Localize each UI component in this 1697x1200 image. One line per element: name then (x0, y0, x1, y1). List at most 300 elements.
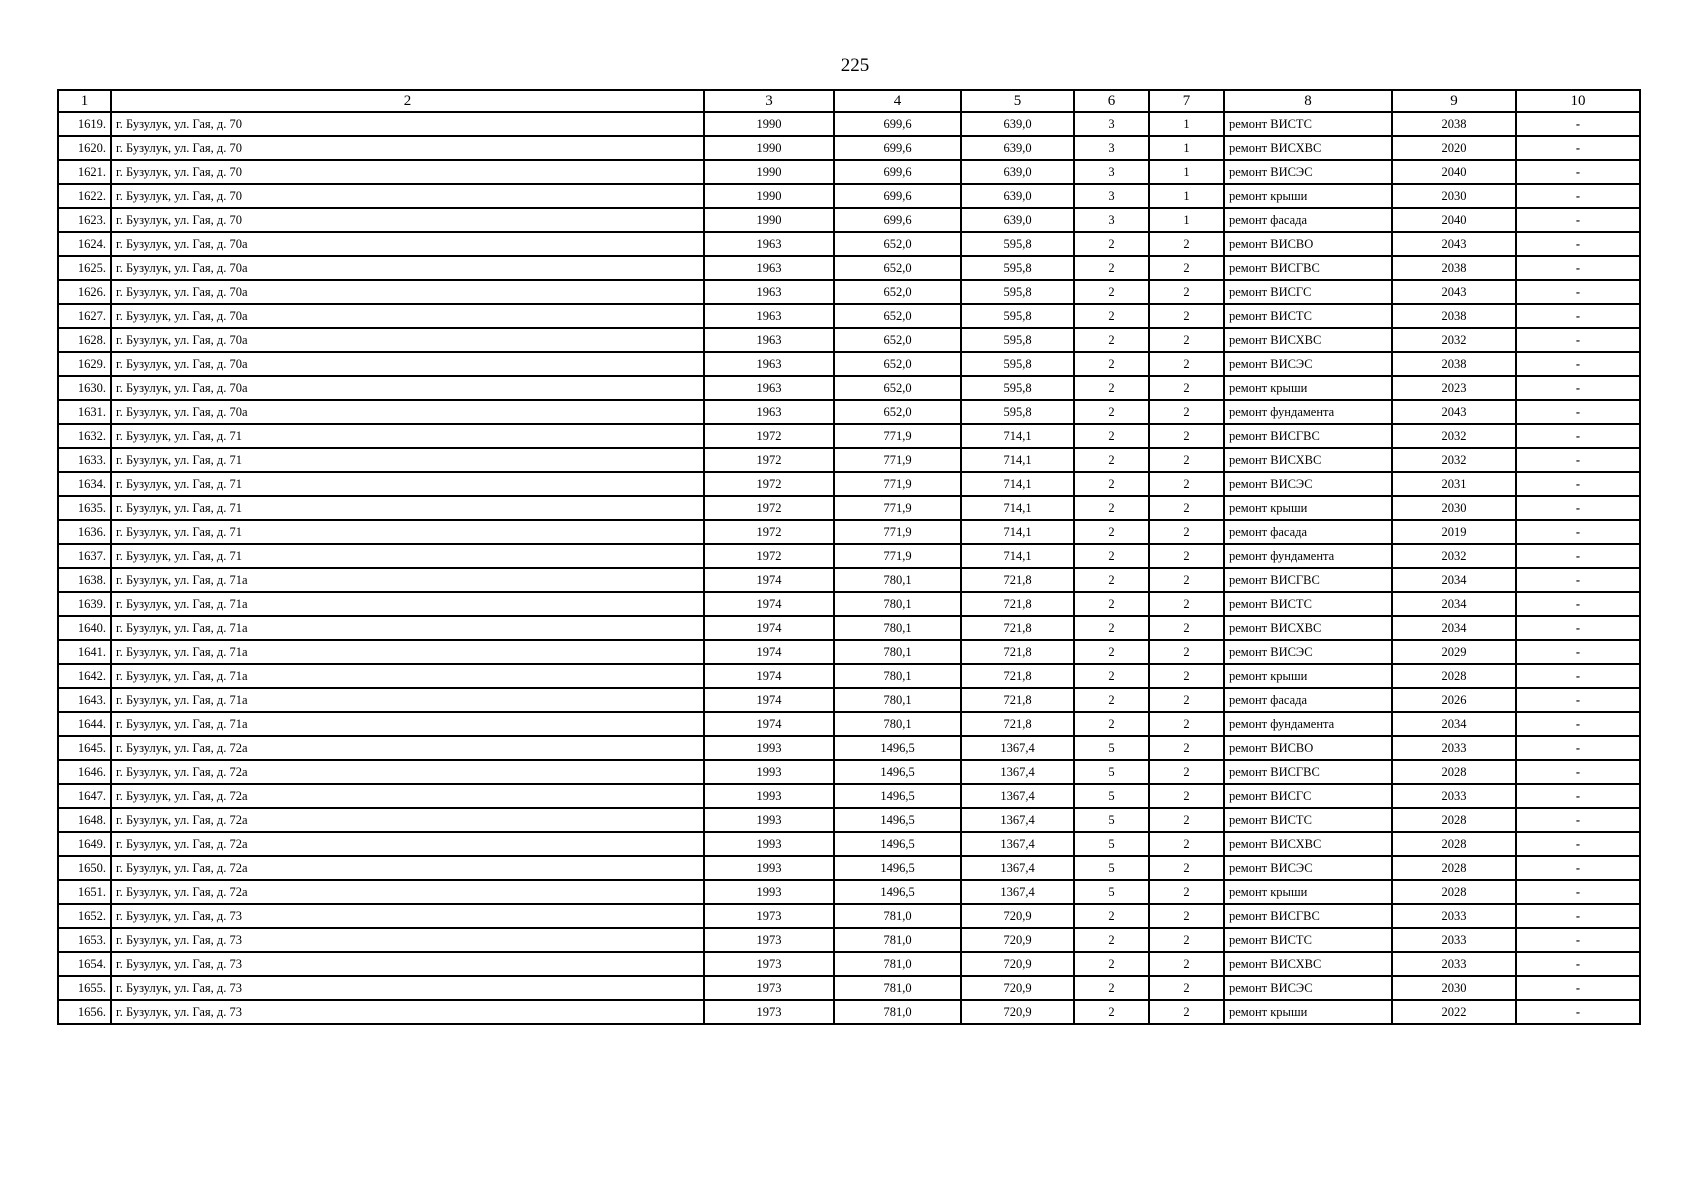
note-cell: - (1516, 712, 1640, 736)
row-number: 1631. (58, 400, 111, 424)
table-row (58, 160, 1640, 184)
address-cell: г. Бузулук, ул. Гая, д. 71а (111, 568, 704, 592)
living-area-cell: 1367,4 (961, 784, 1074, 808)
year-cell: 1973 (704, 928, 834, 952)
year-cell: 1974 (704, 664, 834, 688)
row-number: 1651. (58, 880, 111, 904)
row-number: 1623. (58, 208, 111, 232)
table-row (58, 976, 1640, 1000)
table-row (58, 208, 1640, 232)
note-cell: - (1516, 952, 1640, 976)
entrances-cell: 2 (1149, 400, 1224, 424)
floors-cell: 2 (1074, 712, 1149, 736)
table-row (58, 520, 1640, 544)
floors-cell: 2 (1074, 448, 1149, 472)
row-number: 1622. (58, 184, 111, 208)
note-cell: - (1516, 304, 1640, 328)
floors-cell: 2 (1074, 256, 1149, 280)
floors-cell: 3 (1074, 112, 1149, 136)
row-number: 1646. (58, 760, 111, 784)
floors-cell: 2 (1074, 472, 1149, 496)
note-cell: - (1516, 400, 1640, 424)
planned-year-cell: 2020 (1392, 136, 1516, 160)
row-number: 1653. (58, 928, 111, 952)
row-number: 1628. (58, 328, 111, 352)
work-type-cell: ремонт фасада (1224, 208, 1392, 232)
year-cell: 1990 (704, 160, 834, 184)
row-number: 1630. (58, 376, 111, 400)
row-number: 1624. (58, 232, 111, 256)
table-row (58, 112, 1640, 136)
planned-year-cell: 2034 (1392, 568, 1516, 592)
entrances-cell: 2 (1149, 832, 1224, 856)
table-row (58, 952, 1640, 976)
address-cell: г. Бузулук, ул. Гая, д. 72а (111, 832, 704, 856)
entrances-cell: 2 (1149, 952, 1224, 976)
total-area-cell: 652,0 (834, 304, 961, 328)
row-number: 1643. (58, 688, 111, 712)
entrances-cell: 2 (1149, 928, 1224, 952)
planned-year-cell: 2033 (1392, 928, 1516, 952)
note-cell: - (1516, 472, 1640, 496)
year-cell: 1974 (704, 712, 834, 736)
note-cell: - (1516, 352, 1640, 376)
note-cell: - (1516, 256, 1640, 280)
living-area-cell: 595,8 (961, 400, 1074, 424)
column-header: 1 (58, 90, 111, 112)
year-cell: 1972 (704, 520, 834, 544)
row-number: 1638. (58, 568, 111, 592)
table-row (58, 880, 1640, 904)
note-cell: - (1516, 688, 1640, 712)
total-area-cell: 699,6 (834, 184, 961, 208)
year-cell: 1993 (704, 856, 834, 880)
table-body (58, 112, 1640, 1024)
work-type-cell: ремонт ВИСЭС (1224, 352, 1392, 376)
row-number: 1619. (58, 112, 111, 136)
total-area-cell: 1496,5 (834, 736, 961, 760)
floors-cell: 2 (1074, 616, 1149, 640)
address-cell: г. Бузулук, ул. Гая, д. 73 (111, 952, 704, 976)
address-cell: г. Бузулук, ул. Гая, д. 72а (111, 784, 704, 808)
living-area-cell: 639,0 (961, 112, 1074, 136)
entrances-cell: 2 (1149, 808, 1224, 832)
address-cell: г. Бузулук, ул. Гая, д. 70а (111, 256, 704, 280)
living-area-cell: 721,8 (961, 712, 1074, 736)
table-row (58, 664, 1640, 688)
floors-cell: 5 (1074, 808, 1149, 832)
total-area-cell: 781,0 (834, 928, 961, 952)
work-type-cell: ремонт ВИСТС (1224, 592, 1392, 616)
planned-year-cell: 2028 (1392, 880, 1516, 904)
planned-year-cell: 2040 (1392, 160, 1516, 184)
planned-year-cell: 2028 (1392, 832, 1516, 856)
note-cell: - (1516, 136, 1640, 160)
table-row (58, 136, 1640, 160)
total-area-cell: 780,1 (834, 712, 961, 736)
work-type-cell: ремонт ВИСВО (1224, 736, 1392, 760)
row-number: 1635. (58, 496, 111, 520)
row-number: 1627. (58, 304, 111, 328)
address-cell: г. Бузулук, ул. Гая, д. 72а (111, 856, 704, 880)
work-type-cell: ремонт ВИСГС (1224, 784, 1392, 808)
entrances-cell: 1 (1149, 112, 1224, 136)
note-cell: - (1516, 784, 1640, 808)
address-cell: г. Бузулук, ул. Гая, д. 70 (111, 160, 704, 184)
row-number: 1639. (58, 592, 111, 616)
table-row (58, 304, 1640, 328)
planned-year-cell: 2034 (1392, 712, 1516, 736)
living-area-cell: 1367,4 (961, 856, 1074, 880)
note-cell: - (1516, 616, 1640, 640)
living-area-cell: 595,8 (961, 352, 1074, 376)
work-type-cell: ремонт крыши (1224, 496, 1392, 520)
table-row (58, 808, 1640, 832)
planned-year-cell: 2038 (1392, 256, 1516, 280)
column-header: 7 (1149, 90, 1224, 112)
note-cell: - (1516, 280, 1640, 304)
row-number: 1648. (58, 808, 111, 832)
address-cell: г. Бузулук, ул. Гая, д. 71а (111, 712, 704, 736)
address-cell: г. Бузулук, ул. Гая, д. 72а (111, 808, 704, 832)
table-row (58, 256, 1640, 280)
year-cell: 1974 (704, 568, 834, 592)
living-area-cell: 721,8 (961, 592, 1074, 616)
address-cell: г. Бузулук, ул. Гая, д. 70а (111, 232, 704, 256)
living-area-cell: 1367,4 (961, 736, 1074, 760)
floors-cell: 5 (1074, 760, 1149, 784)
row-number: 1637. (58, 544, 111, 568)
table-row (58, 904, 1640, 928)
total-area-cell: 771,9 (834, 520, 961, 544)
address-cell: г. Бузулук, ул. Гая, д. 73 (111, 1000, 704, 1024)
floors-cell: 2 (1074, 904, 1149, 928)
planned-year-cell: 2032 (1392, 448, 1516, 472)
entrances-cell: 2 (1149, 640, 1224, 664)
total-area-cell: 652,0 (834, 232, 961, 256)
total-area-cell: 652,0 (834, 352, 961, 376)
column-header: 3 (704, 90, 834, 112)
planned-year-cell: 2033 (1392, 736, 1516, 760)
table-row (58, 184, 1640, 208)
living-area-cell: 721,8 (961, 688, 1074, 712)
address-cell: г. Бузулук, ул. Гая, д. 71 (111, 544, 704, 568)
address-cell: г. Бузулук, ул. Гая, д. 71 (111, 496, 704, 520)
row-number: 1626. (58, 280, 111, 304)
living-area-cell: 595,8 (961, 376, 1074, 400)
work-type-cell: ремонт ВИСГВС (1224, 760, 1392, 784)
total-area-cell: 1496,5 (834, 880, 961, 904)
row-number: 1649. (58, 832, 111, 856)
floors-cell: 2 (1074, 952, 1149, 976)
work-type-cell: ремонт ВИСТС (1224, 112, 1392, 136)
planned-year-cell: 2034 (1392, 616, 1516, 640)
floors-cell: 2 (1074, 976, 1149, 1000)
living-area-cell: 721,8 (961, 640, 1074, 664)
note-cell: - (1516, 568, 1640, 592)
planned-year-cell: 2032 (1392, 544, 1516, 568)
address-cell: г. Бузулук, ул. Гая, д. 71 (111, 520, 704, 544)
planned-year-cell: 2038 (1392, 304, 1516, 328)
row-number: 1629. (58, 352, 111, 376)
planned-year-cell: 2040 (1392, 208, 1516, 232)
note-cell: - (1516, 592, 1640, 616)
address-cell: г. Бузулук, ул. Гая, д. 71а (111, 640, 704, 664)
year-cell: 1973 (704, 904, 834, 928)
total-area-cell: 1496,5 (834, 784, 961, 808)
note-cell: - (1516, 904, 1640, 928)
year-cell: 1990 (704, 136, 834, 160)
address-cell: г. Бузулук, ул. Гая, д. 70 (111, 112, 704, 136)
note-cell: - (1516, 232, 1640, 256)
repair-schedule-table (57, 89, 1641, 1025)
total-area-cell: 699,6 (834, 112, 961, 136)
living-area-cell: 721,8 (961, 664, 1074, 688)
address-cell: г. Бузулук, ул. Гая, д. 72а (111, 880, 704, 904)
living-area-cell: 721,8 (961, 568, 1074, 592)
floors-cell: 2 (1074, 592, 1149, 616)
total-area-cell: 699,6 (834, 136, 961, 160)
work-type-cell: ремонт ВИСГВС (1224, 904, 1392, 928)
header-row (58, 90, 1640, 112)
planned-year-cell: 2038 (1392, 352, 1516, 376)
table-row (58, 760, 1640, 784)
living-area-cell: 720,9 (961, 952, 1074, 976)
address-cell: г. Бузулук, ул. Гая, д. 70а (111, 400, 704, 424)
entrances-cell: 2 (1149, 304, 1224, 328)
planned-year-cell: 2028 (1392, 760, 1516, 784)
note-cell: - (1516, 520, 1640, 544)
address-cell: г. Бузулук, ул. Гая, д. 70а (111, 376, 704, 400)
total-area-cell: 652,0 (834, 376, 961, 400)
total-area-cell: 781,0 (834, 1000, 961, 1024)
total-area-cell: 780,1 (834, 568, 961, 592)
entrances-cell: 2 (1149, 856, 1224, 880)
work-type-cell: ремонт ВИСТС (1224, 928, 1392, 952)
entrances-cell: 2 (1149, 784, 1224, 808)
floors-cell: 5 (1074, 856, 1149, 880)
entrances-cell: 2 (1149, 880, 1224, 904)
living-area-cell: 721,8 (961, 616, 1074, 640)
year-cell: 1993 (704, 808, 834, 832)
table-row (58, 592, 1640, 616)
total-area-cell: 1496,5 (834, 808, 961, 832)
year-cell: 1963 (704, 256, 834, 280)
floors-cell: 2 (1074, 376, 1149, 400)
work-type-cell: ремонт фасада (1224, 520, 1392, 544)
living-area-cell: 639,0 (961, 136, 1074, 160)
year-cell: 1993 (704, 760, 834, 784)
total-area-cell: 771,9 (834, 496, 961, 520)
note-cell: - (1516, 160, 1640, 184)
note-cell: - (1516, 328, 1640, 352)
entrances-cell: 1 (1149, 184, 1224, 208)
work-type-cell: ремонт ВИСТС (1224, 304, 1392, 328)
planned-year-cell: 2019 (1392, 520, 1516, 544)
floors-cell: 2 (1074, 400, 1149, 424)
living-area-cell: 595,8 (961, 256, 1074, 280)
row-number: 1650. (58, 856, 111, 880)
work-type-cell: ремонт ВИСГВС (1224, 424, 1392, 448)
note-cell: - (1516, 112, 1640, 136)
work-type-cell: ремонт ВИСЭС (1224, 640, 1392, 664)
note-cell: - (1516, 808, 1640, 832)
note-cell: - (1516, 640, 1640, 664)
work-type-cell: ремонт ВИСЭС (1224, 856, 1392, 880)
planned-year-cell: 2032 (1392, 328, 1516, 352)
address-cell: г. Бузулук, ул. Гая, д. 70а (111, 280, 704, 304)
entrances-cell: 1 (1149, 160, 1224, 184)
row-number: 1633. (58, 448, 111, 472)
row-number: 1642. (58, 664, 111, 688)
row-number: 1654. (58, 952, 111, 976)
table-row (58, 1000, 1640, 1024)
total-area-cell: 771,9 (834, 544, 961, 568)
table-row (58, 736, 1640, 760)
work-type-cell: ремонт фундамента (1224, 544, 1392, 568)
year-cell: 1990 (704, 208, 834, 232)
total-area-cell: 652,0 (834, 328, 961, 352)
living-area-cell: 639,0 (961, 208, 1074, 232)
note-cell: - (1516, 208, 1640, 232)
total-area-cell: 1496,5 (834, 856, 961, 880)
floors-cell: 2 (1074, 688, 1149, 712)
year-cell: 1972 (704, 544, 834, 568)
living-area-cell: 639,0 (961, 184, 1074, 208)
floors-cell: 2 (1074, 544, 1149, 568)
work-type-cell: ремонт ВИСГВС (1224, 568, 1392, 592)
planned-year-cell: 2038 (1392, 112, 1516, 136)
address-cell: г. Бузулук, ул. Гая, д. 73 (111, 928, 704, 952)
total-area-cell: 652,0 (834, 280, 961, 304)
table-row (58, 232, 1640, 256)
address-cell: г. Бузулук, ул. Гая, д. 70а (111, 328, 704, 352)
table-row (58, 472, 1640, 496)
table-row (58, 400, 1640, 424)
column-header: 5 (961, 90, 1074, 112)
address-cell: г. Бузулук, ул. Гая, д. 70 (111, 208, 704, 232)
living-area-cell: 714,1 (961, 424, 1074, 448)
address-cell: г. Бузулук, ул. Гая, д. 71а (111, 688, 704, 712)
living-area-cell: 720,9 (961, 904, 1074, 928)
address-cell: г. Бузулук, ул. Гая, д. 70а (111, 304, 704, 328)
table-row (58, 376, 1640, 400)
work-type-cell: ремонт ВИСХВС (1224, 832, 1392, 856)
row-number: 1656. (58, 1000, 111, 1024)
entrances-cell: 2 (1149, 976, 1224, 1000)
address-cell: г. Бузулук, ул. Гая, д. 73 (111, 904, 704, 928)
planned-year-cell: 2030 (1392, 976, 1516, 1000)
entrances-cell: 2 (1149, 352, 1224, 376)
living-area-cell: 714,1 (961, 472, 1074, 496)
work-type-cell: ремонт ВИСХВС (1224, 448, 1392, 472)
work-type-cell: ремонт крыши (1224, 1000, 1392, 1024)
year-cell: 1963 (704, 280, 834, 304)
address-cell: г. Бузулук, ул. Гая, д. 71а (111, 592, 704, 616)
year-cell: 1993 (704, 736, 834, 760)
floors-cell: 5 (1074, 880, 1149, 904)
row-number: 1620. (58, 136, 111, 160)
planned-year-cell: 2030 (1392, 184, 1516, 208)
living-area-cell: 714,1 (961, 520, 1074, 544)
row-number: 1640. (58, 616, 111, 640)
entrances-cell: 2 (1149, 472, 1224, 496)
table-row (58, 496, 1640, 520)
floors-cell: 2 (1074, 352, 1149, 376)
row-number: 1645. (58, 736, 111, 760)
note-cell: - (1516, 448, 1640, 472)
floors-cell: 5 (1074, 736, 1149, 760)
living-area-cell: 714,1 (961, 544, 1074, 568)
work-type-cell: ремонт фундамента (1224, 712, 1392, 736)
floors-cell: 3 (1074, 160, 1149, 184)
living-area-cell: 1367,4 (961, 832, 1074, 856)
work-type-cell: ремонт крыши (1224, 376, 1392, 400)
entrances-cell: 2 (1149, 496, 1224, 520)
work-type-cell: ремонт ВИСТС (1224, 808, 1392, 832)
total-area-cell: 699,6 (834, 208, 961, 232)
floors-cell: 2 (1074, 664, 1149, 688)
work-type-cell: ремонт ВИСХВС (1224, 136, 1392, 160)
column-header: 10 (1516, 90, 1640, 112)
entrances-cell: 2 (1149, 664, 1224, 688)
living-area-cell: 595,8 (961, 280, 1074, 304)
address-cell: г. Бузулук, ул. Гая, д. 70 (111, 136, 704, 160)
work-type-cell: ремонт крыши (1224, 880, 1392, 904)
year-cell: 1972 (704, 424, 834, 448)
planned-year-cell: 2033 (1392, 952, 1516, 976)
planned-year-cell: 2026 (1392, 688, 1516, 712)
work-type-cell: ремонт фундамента (1224, 400, 1392, 424)
table-row (58, 832, 1640, 856)
table-row (58, 688, 1640, 712)
total-area-cell: 771,9 (834, 448, 961, 472)
total-area-cell: 699,6 (834, 160, 961, 184)
year-cell: 1963 (704, 352, 834, 376)
entrances-cell: 2 (1149, 448, 1224, 472)
floors-cell: 2 (1074, 1000, 1149, 1024)
row-number: 1652. (58, 904, 111, 928)
address-cell: г. Бузулук, ул. Гая, д. 71 (111, 472, 704, 496)
year-cell: 1963 (704, 376, 834, 400)
living-area-cell: 720,9 (961, 976, 1074, 1000)
year-cell: 1990 (704, 112, 834, 136)
note-cell: - (1516, 544, 1640, 568)
planned-year-cell: 2032 (1392, 424, 1516, 448)
living-area-cell: 639,0 (961, 160, 1074, 184)
total-area-cell: 652,0 (834, 400, 961, 424)
year-cell: 1993 (704, 784, 834, 808)
planned-year-cell: 2033 (1392, 784, 1516, 808)
address-cell: г. Бузулук, ул. Гая, д. 71а (111, 664, 704, 688)
address-cell: г. Бузулук, ул. Гая, д. 72а (111, 760, 704, 784)
planned-year-cell: 2031 (1392, 472, 1516, 496)
floors-cell: 2 (1074, 280, 1149, 304)
entrances-cell: 2 (1149, 712, 1224, 736)
table-row (58, 544, 1640, 568)
table-row (58, 568, 1640, 592)
total-area-cell: 780,1 (834, 592, 961, 616)
year-cell: 1963 (704, 328, 834, 352)
column-header: 6 (1074, 90, 1149, 112)
living-area-cell: 595,8 (961, 328, 1074, 352)
total-area-cell: 1496,5 (834, 760, 961, 784)
total-area-cell: 780,1 (834, 664, 961, 688)
year-cell: 1972 (704, 448, 834, 472)
work-type-cell: ремонт ВИСЭС (1224, 472, 1392, 496)
note-cell: - (1516, 976, 1640, 1000)
entrances-cell: 2 (1149, 232, 1224, 256)
